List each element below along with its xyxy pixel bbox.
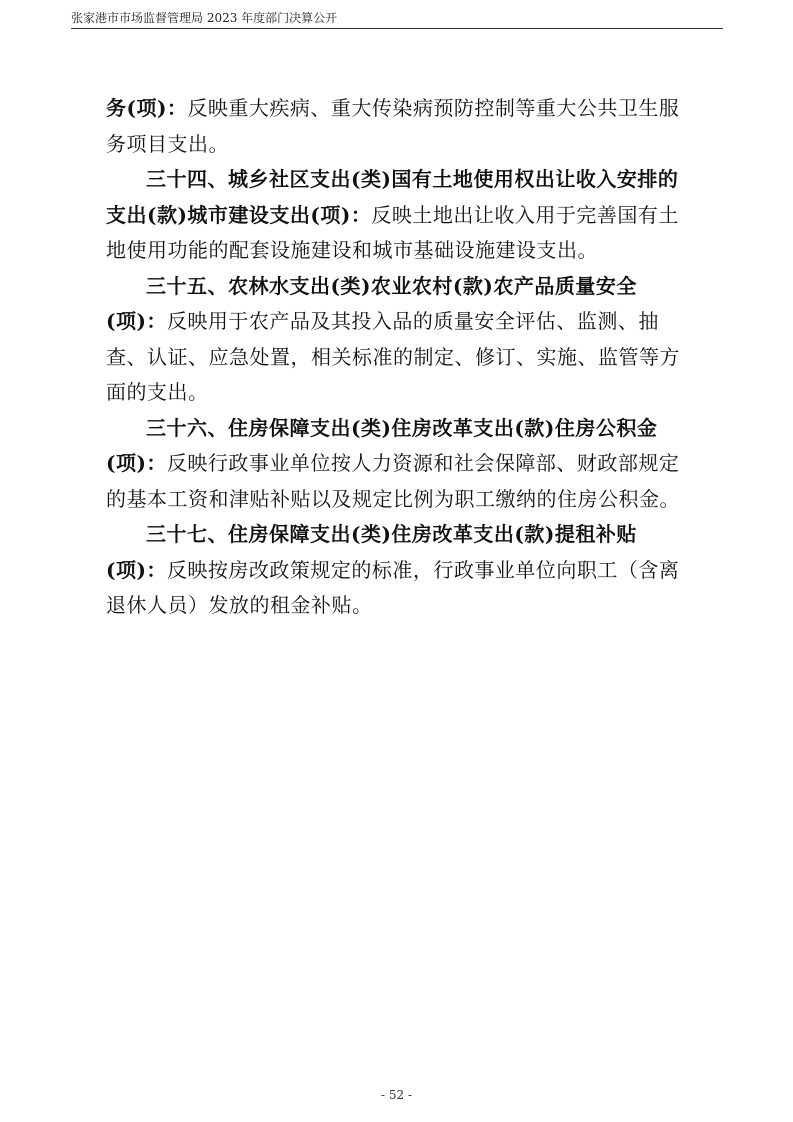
page-number: - 52 - <box>380 1088 412 1102</box>
item-heading: 三十六、住房保障支出(类)住房改革支出(款)住房公积金(项)： <box>106 415 658 475</box>
paragraph-item-36 <box>106 411 691 518</box>
item-description: 反映行政事业单位按人力资源和社会保障部、财政部规定的基本工资和津贴补贴以及规定比例为职工缴纳的住房公积金。 <box>106 451 680 511</box>
page-footer <box>0 1088 793 1102</box>
document-body <box>106 91 691 624</box>
item-description: 反映土地出让收入用于完善国有土地使用功能的配套设施建设和城市基础设施建设支出。 <box>106 202 679 262</box>
document-title: 张家港市市场监督管理局 2023 年度部门决算公开 <box>71 11 338 25</box>
item-description: 反映用于农产品及其投入品的质量安全评估、监测、抽查、认证、应急处置，相关标准的制定、修订、实施、监管等方面的支出。 <box>106 309 680 404</box>
item-heading: 三十七、住房保障支出(类)住房改革支出(款)提租补贴(项)： <box>106 522 637 582</box>
item-description: 反映重大疾病、重大传染病预防控制等重大公共卫生服务项目支出。 <box>106 96 680 156</box>
item-heading: 三十五、农林水支出(类)农业农村(款)农产品质量安全(项)： <box>106 273 637 333</box>
page-header <box>71 10 723 29</box>
paragraph-item-35 <box>106 269 691 411</box>
paragraph-continued-item <box>106 91 691 162</box>
paragraph-item-37 <box>106 517 691 624</box>
paragraph-item-34 <box>106 162 691 269</box>
item-heading: 务(项)： <box>106 96 188 120</box>
item-description: 反映按房改政策规定的标准，行政事业单位向职工（含离退休人员）发放的租金补贴。 <box>106 557 680 617</box>
item-heading: 三十四、城乡社区支出(类)国有土地使用权出让收入安排的支出(款)城市建设支出(项)： <box>106 167 679 227</box>
